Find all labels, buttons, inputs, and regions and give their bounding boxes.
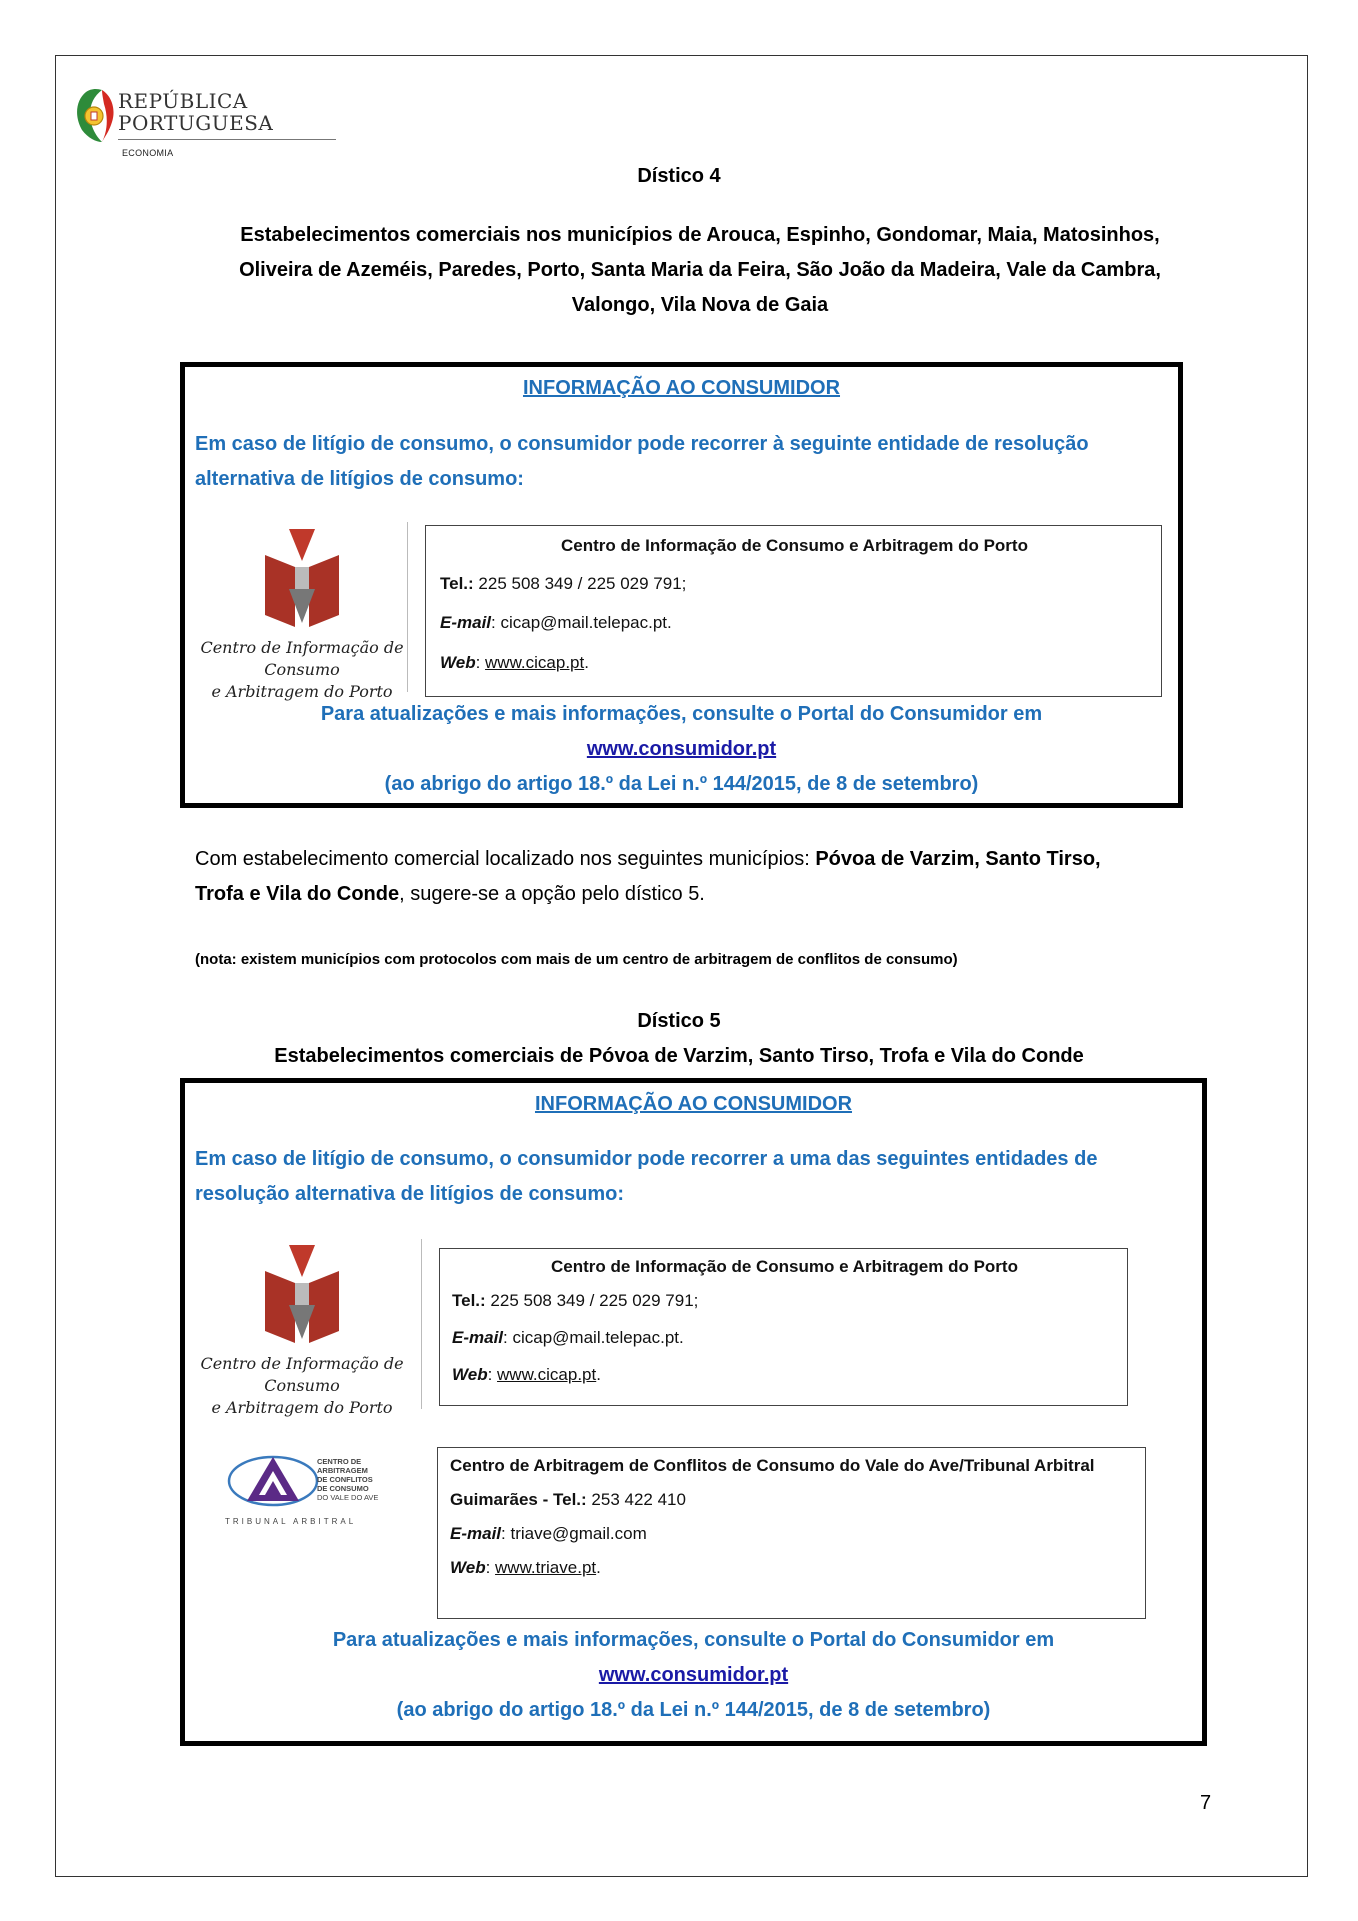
- box-footer: [185, 697, 1178, 802]
- triave-text-line: DO VALE DO AVE: [317, 1493, 379, 1502]
- cicap-caption-line: Centro de Informação de Consumo: [200, 1354, 404, 1395]
- box-heading: INFORMAÇÃO AO CONSUMIDOR: [534, 1093, 853, 1115]
- cicap-contact-card: [425, 525, 1162, 697]
- box-heading: INFORMAÇÃO AO CONSUMIDOR: [522, 377, 841, 399]
- consumer-info-box-1: [180, 362, 1183, 808]
- logo-divider: [118, 139, 336, 140]
- web-link[interactable]: www.cicap.pt: [485, 653, 585, 672]
- cicap-logo: [197, 527, 407, 701]
- box-intro: [195, 1142, 1195, 1212]
- web-label: Web: [450, 1558, 486, 1577]
- consumidor-link[interactable]: www.consumidor.pt: [598, 1664, 789, 1686]
- web-link[interactable]: www.cicap.pt: [497, 1365, 597, 1384]
- card-title: Centro de Informação de Consumo e Arbitragem do Porto: [551, 1257, 1018, 1276]
- distico-4-title: Dístico 4: [637, 165, 721, 187]
- card-title: Centro de Arbitragem de Conflitos de Consumo do Vale do Ave/Tribunal Arbitral: [450, 1456, 1095, 1475]
- page-number: 7: [1200, 1792, 1212, 1814]
- web-end: .: [596, 1558, 601, 1577]
- card-tel: [440, 574, 686, 594]
- distico-4-subtitle: [150, 218, 1250, 323]
- web-label: Web: [440, 653, 476, 672]
- card-tel: [450, 1490, 686, 1510]
- card-email: [450, 1524, 647, 1544]
- email-value: : cicap@mail.telepac.pt.: [503, 1328, 684, 1347]
- intro-line: alternativa de litígios de consumo:: [195, 468, 524, 490]
- logo-separator: [421, 1239, 422, 1409]
- para-municipalities-2: Trofa e Vila do Conde: [195, 883, 400, 905]
- cicap-caption: [197, 1353, 407, 1419]
- coat-of-arms-icon: [72, 86, 116, 144]
- para-text-2: , sugere-se a opção pelo dístico 5.: [399, 883, 705, 905]
- logo-separator: [407, 522, 408, 692]
- triave-text-line: DE CONSUMO: [317, 1484, 369, 1493]
- web-sep: :: [487, 1365, 498, 1384]
- republica-portuguesa-logo: [72, 86, 292, 166]
- web-link[interactable]: www.triave.pt: [495, 1558, 597, 1577]
- tel-label: Guimarães - Tel.:: [450, 1490, 587, 1509]
- distico-5-subtitle: Estabelecimentos comerciais de Póvoa de Varzim, Santo Tirso, Trofa e Vila do Conde: [274, 1045, 1084, 1067]
- cicap-caption-line: Centro de Informação de Consumo: [200, 638, 404, 679]
- box-footer: [185, 1623, 1202, 1728]
- logo-line-2: PORTUGUESA: [118, 111, 274, 135]
- intro-line: Em caso de litígio de consumo, o consumidor pode recorrer à seguinte entidade de resolução: [195, 433, 1089, 455]
- email-value: : cicap@mail.telepac.pt.: [491, 613, 672, 632]
- box-intro: [195, 427, 1175, 497]
- tel-label: Tel.:: [440, 574, 474, 593]
- triave-bottom-text: TRIBUNAL ARBITRAL: [225, 1517, 357, 1526]
- subtitle-line: Oliveira de Azeméis, Paredes, Porto, Santa Maria da Feira, São João da Madeira, Vale da Cambra,: [239, 259, 1161, 281]
- tel-value: 225 508 349 / 225 029 791;: [478, 574, 687, 593]
- logo-subtitle: ECONOMIA: [122, 148, 174, 158]
- triave-text-line: ARBITRAGEM: [317, 1466, 368, 1475]
- web-end: .: [596, 1365, 601, 1384]
- card-title: Centro de Informação de Consumo e Arbitragem do Porto: [561, 536, 1028, 555]
- card-email: [452, 1328, 684, 1348]
- card-web: [450, 1558, 601, 1578]
- tel-value: 253 422 410: [591, 1490, 686, 1509]
- intro-line: resolução alternativa de litígios de consumo:: [195, 1183, 624, 1205]
- triave-logo: [225, 1451, 405, 1531]
- footer-text: Para atualizações e mais informações, consulte o Portal do Consumidor em: [320, 703, 1043, 725]
- logo-line-1: REPÚBLICA: [118, 89, 248, 113]
- email-value: : triave@gmail.com: [501, 1524, 647, 1543]
- cicap-emblem-icon: [197, 527, 407, 637]
- cicap-caption: [197, 637, 407, 703]
- distico-5-title: Dístico 5: [637, 1010, 721, 1032]
- web-end: .: [584, 653, 589, 672]
- subtitle-line: Valongo, Vila Nova de Gaia: [571, 294, 829, 316]
- cicap-caption-line: e Arbitragem do Porto: [211, 1398, 393, 1417]
- triave-text-line: DE CONFLITOS: [317, 1475, 373, 1484]
- para-text: Com estabelecimento comercial localizado nos seguintes municípios:: [195, 848, 816, 870]
- note: (nota: existem municípios com protocolos com mais de um centro de arbitragem de conflitos de consumo): [195, 951, 958, 968]
- email-label: E-mail: [452, 1328, 504, 1347]
- cicap-caption-line: e Arbitragem do Porto: [211, 682, 393, 701]
- footer-text: Para atualizações e mais informações, consulte o Portal do Consumidor em: [332, 1629, 1055, 1651]
- card-web: [440, 653, 589, 673]
- cicap-contact-card: [439, 1248, 1128, 1406]
- subtitle-line: Estabelecimentos comerciais nos municípios de Arouca, Espinho, Gondomar, Maia, Matosinhos,: [240, 224, 1160, 246]
- consumer-info-box-2: [180, 1078, 1207, 1746]
- cicap-logo: [197, 1243, 407, 1417]
- suggestion-paragraph: [195, 842, 1255, 912]
- triave-text-line: CENTRO DE: [317, 1457, 362, 1466]
- email-label: E-mail: [440, 613, 492, 632]
- intro-line: Em caso de litígio de consumo, o consumidor pode recorrer a uma das seguintes entidades de: [195, 1148, 1098, 1170]
- consumidor-link[interactable]: www.consumidor.pt: [586, 738, 777, 760]
- card-tel: [452, 1291, 698, 1311]
- email-label: E-mail: [450, 1524, 502, 1543]
- web-label: Web: [452, 1365, 488, 1384]
- triave-emblem-icon: [225, 1451, 321, 1509]
- para-municipalities: Póvoa de Varzim, Santo Tirso,: [815, 848, 1101, 870]
- cicap-emblem-icon: [197, 1243, 407, 1353]
- triave-text: [317, 1457, 378, 1502]
- tel-label: Tel.:: [452, 1291, 486, 1310]
- footer-legal: (ao abrigo do artigo 18.º da Lei n.º 144/2015, de 8 de setembro): [384, 773, 979, 795]
- web-sep: :: [485, 1558, 496, 1577]
- card-web: [452, 1365, 601, 1385]
- web-sep: :: [475, 653, 486, 672]
- footer-legal: (ao abrigo do artigo 18.º da Lei n.º 144/2015, de 8 de setembro): [396, 1699, 991, 1721]
- tel-value: 225 508 349 / 225 029 791;: [490, 1291, 699, 1310]
- card-email: [440, 613, 672, 633]
- triave-contact-card: [437, 1447, 1146, 1619]
